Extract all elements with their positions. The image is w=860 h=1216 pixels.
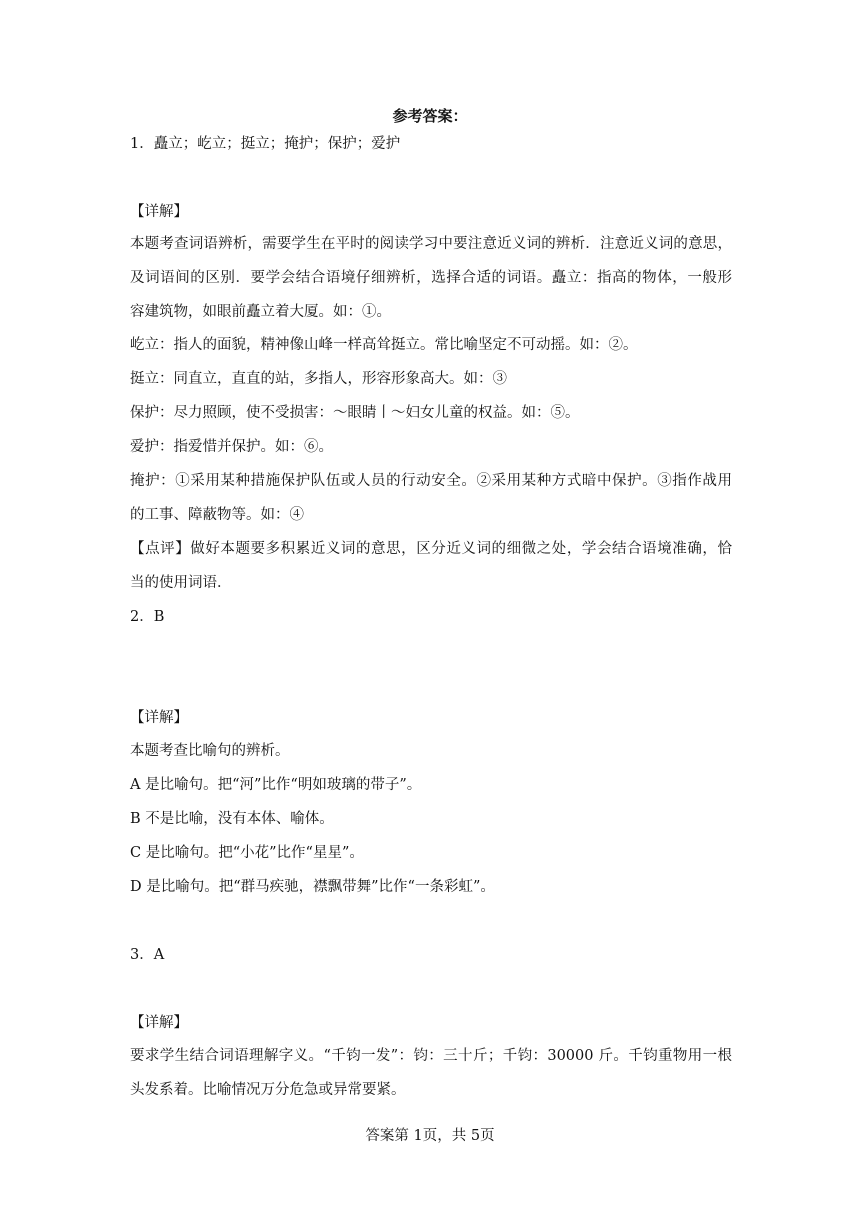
q1-line-9: 的工事、障蔽物等。如：④ bbox=[130, 507, 304, 523]
page-title: 参考答案： bbox=[392, 107, 468, 125]
q1-line-6: 保护：尽力照顾，使不受损害：～眼睛丨～妇女儿童的权益。如：⑤。 bbox=[130, 405, 580, 421]
q1-line-1: 本题考查词语辨析，需要学生在平时的阅读学习中要注意近义词的辨析．注意近义词的意思， bbox=[130, 236, 732, 252]
q1-line-4: 屹立：指人的面貌，精神像山峰一样高耸挺立。常比喻坚定不可动摇。如：②。 bbox=[130, 337, 638, 353]
q1-comment-line-1: 【点评】做好本题要多积累近义词的意思，区分近义词的细微之处，学会结合语境准确，恰 bbox=[130, 541, 732, 557]
q1-line-7: 爱护：指爱惜并保护。如：⑥。 bbox=[130, 439, 333, 455]
q1-line-3: 容建筑物，如眼前矗立着大厦。如：①。 bbox=[130, 304, 391, 320]
q1-line-5: 挺立：同直立，直直的站，多指人，形容形象高大。如：③ bbox=[130, 371, 507, 387]
q2-line-1: 本题考查比喻句的辨析。 bbox=[130, 743, 290, 759]
q2-line-3: B 不是比喻，没有本体、喻体。 bbox=[130, 811, 334, 827]
q2-line-2: A 是比喻句。把“河”比作“明如玻璃的带子”。 bbox=[130, 777, 422, 793]
q1-heading: 【详解】 bbox=[130, 204, 188, 220]
q1-comment-line-2: 当的使用词语． bbox=[130, 575, 232, 591]
q2-heading: 【详解】 bbox=[130, 710, 188, 726]
q2-line-5: D 是比喻句。把“群马疾驰，襟飘带舞”比作“一条彩虹”。 bbox=[130, 879, 495, 895]
q1-answer: 1．矗立；屹立；挺立；掩护；保护；爱护 bbox=[130, 136, 401, 152]
q3-heading: 【详解】 bbox=[130, 1015, 188, 1031]
q3-line-1: 要求学生结合词语理解字义。“千钧一发”：钧：三十斤；千钧：30000 斤。千钧重物用一根 bbox=[130, 1048, 732, 1064]
q2-answer: 2．B bbox=[130, 609, 165, 625]
q1-line-8: 掩护：①采用某种措施保护队伍或人员的行动安全。②采用某种方式暗中保护。③指作战用 bbox=[130, 473, 732, 489]
page-footer: 答案第 1页，共 5页 bbox=[365, 1128, 495, 1144]
q1-line-2: 及词语间的区别．要学会结合语境仔细辨析，选择合适的词语。矗立：指高的物体，一般形 bbox=[130, 270, 732, 286]
q3-line-2: 头发系着。比喻情况万分危急或异常要紧。 bbox=[130, 1082, 406, 1098]
q2-line-4: C 是比喻句。把“小花”比作“星星”。 bbox=[130, 845, 364, 861]
q3-answer: 3．A bbox=[130, 947, 165, 963]
